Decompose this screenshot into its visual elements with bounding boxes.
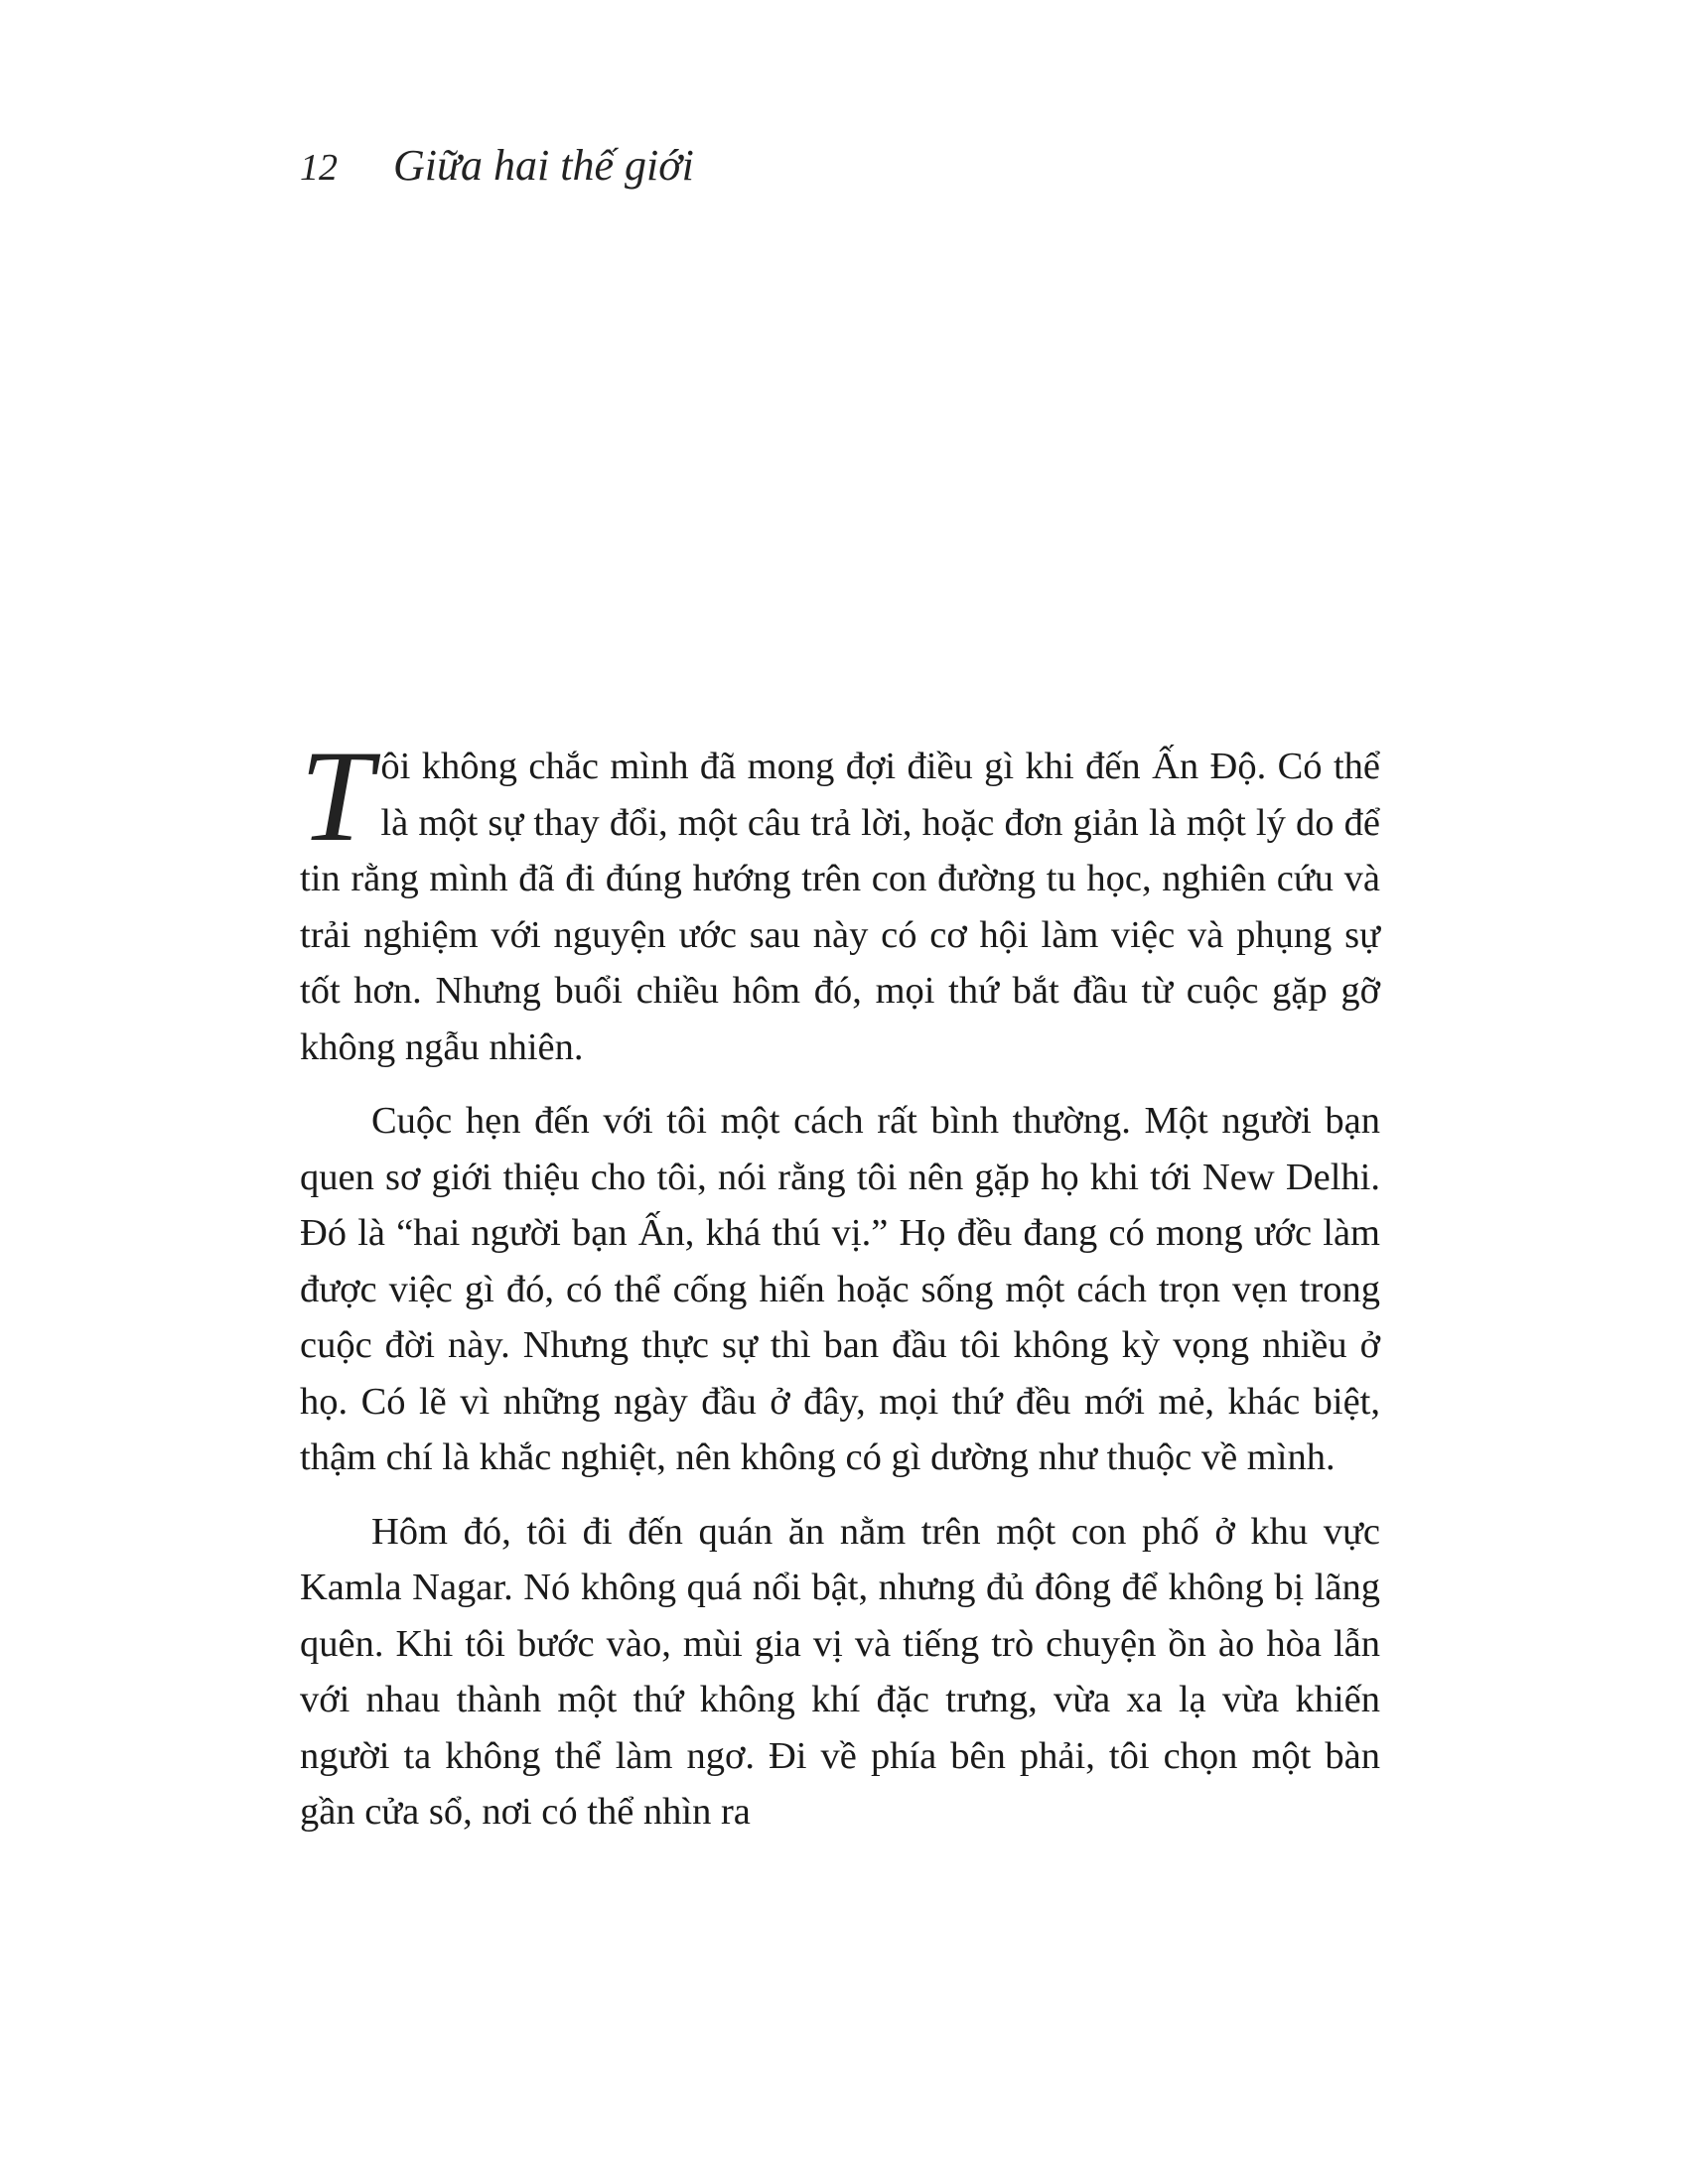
page-number: 12 [300,147,338,189]
running-head [300,141,694,193]
paragraph-3: Hôm đó, tôi đi đến quán ăn nằm trên một con phố ở khu vực Kamla Nagar. Nó không quá nổi bật, nhưng đủ đông để không bị lãng quên. Khi tôi bước vào, mùi gia vị và tiếng trò chuyện ồn ào hòa lẫn với nhau thành một thứ không khí đặc trưng, vừa xa lạ vừa khiến người ta không thể làm ngơ. Đi về phía bên phải, tôi chọn một bàn gần cửa sổ, nơi có thể nhìn ra [300,1510,1380,1833]
book-title: Giữa hai thế giới [393,141,694,190]
paragraph-text: ôi không chắc mình đã mong đợi điều gì khi đến Ấn Độ. Có thể là một sự thay đổi, một câu trả lời, hoặc đơn giản là một lý do để tin rằng mình đã đi đúng hướng trên con đường tu học, nghiên cứu và trải nghiệm với nguyện ước sau này có cơ hội làm việc và phụng sự tốt hơn. Nhưng buổi chiều hôm đó, mọi thứ bắt đầu từ cuộc gặp gỡ không ngẫu nhiên. [300,746,1380,1068]
drop-cap: T [300,723,373,869]
paragraph-1 [300,723,1380,1075]
body-text [300,723,1380,1858]
paragraph-2: Cuộc hẹn đến với tôi một cách rất bình thường. Một người bạn quen sơ giới thiệu cho tôi, nói rằng tôi nên gặp họ khi tới New Delhi. Đó là “hai người bạn Ấn, khá thú vị.” Họ đều đang có mong ước làm được việc gì đó, có thể cống hiến hoặc sống một cách trọn vẹn trong cuộc đời này. Nhưng thực sự thì ban đầu tôi không kỳ vọng nhiều ở họ. Có lẽ vì những ngày đầu ở đây, mọi thứ đều mới mẻ, khác biệt, thậm chí là khắc nghiệt, nên không có gì dường như thuộc về mình. [300,1100,1380,1478]
